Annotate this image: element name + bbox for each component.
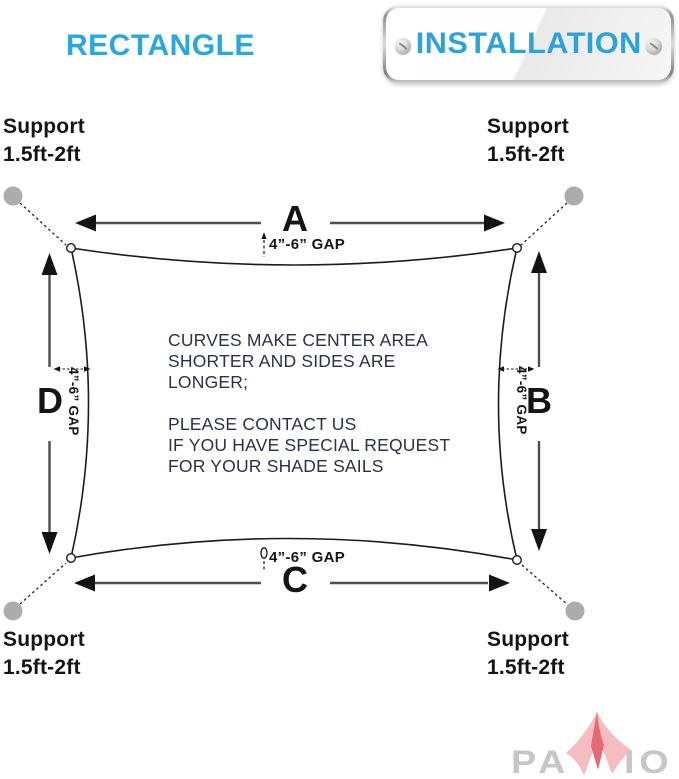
dimension-label-c: C xyxy=(282,559,308,600)
support-label-top-right xyxy=(487,113,569,169)
support-post-bottom-left xyxy=(4,602,23,621)
support-post-bottom-right xyxy=(566,602,585,621)
support-label-top-left xyxy=(3,113,85,169)
brand-logo xyxy=(508,700,679,779)
grommet-bottom-right-icon xyxy=(513,556,522,565)
grommet-top-right-icon xyxy=(513,244,522,253)
support-post-top-right xyxy=(565,187,584,206)
note-line-4: PLEASE CONTACT US xyxy=(168,414,357,434)
dimension-label-a: A xyxy=(282,198,308,239)
note-line-5: IF YOU HAVE SPECIAL REQUEST xyxy=(168,435,451,455)
support-name: Support xyxy=(3,115,85,138)
note-spacer xyxy=(168,393,498,414)
gap-label-right: 4”-6” GAP xyxy=(514,366,529,435)
dimension-label-b: B xyxy=(526,380,552,421)
anchor-line-top-left xyxy=(20,203,66,245)
support-post-top-left xyxy=(4,187,23,206)
support-height: 1.5ft-2ft xyxy=(487,656,565,679)
anchor-line-top-right xyxy=(521,203,567,245)
shape-title: RECTANGLE xyxy=(66,29,255,62)
support-height: 1.5ft-2ft xyxy=(3,656,81,679)
support-name: Support xyxy=(3,628,85,651)
logo-text-io: IO xyxy=(624,744,674,779)
anchor-line-bottom-left xyxy=(20,563,66,604)
gap-marker-top xyxy=(262,232,267,257)
support-height: 1.5ft-2ft xyxy=(3,143,81,166)
badge-label: INSTALLATION xyxy=(415,27,642,60)
gap-label-left: 4”-6” GAP xyxy=(66,367,81,436)
logo-text-pa: PA xyxy=(511,744,571,779)
support-label-bottom-left xyxy=(3,626,85,682)
gap-label-bottom: 4”-6” GAP xyxy=(269,549,346,566)
sail-note xyxy=(168,330,498,477)
gap-marker-bottom xyxy=(261,548,267,572)
support-label-bottom-right xyxy=(487,626,569,682)
gap-label-top: 4”-6” GAP xyxy=(269,236,346,253)
note-line-1: CURVES MAKE CENTER AREA xyxy=(168,330,429,350)
note-line-2: SHORTER AND SIDES ARE xyxy=(168,351,396,371)
grommet-bottom-left-icon xyxy=(67,554,76,563)
grommet-top-left-icon xyxy=(67,244,76,253)
note-line-6: FOR YOUR SHADE SAILS xyxy=(168,456,384,476)
support-height: 1.5ft-2ft xyxy=(487,143,565,166)
note-line-3: LONGER; xyxy=(168,372,249,392)
dimension-label-d: D xyxy=(37,380,63,421)
support-name: Support xyxy=(487,115,569,138)
anchor-line-bottom-right xyxy=(522,565,568,605)
support-name: Support xyxy=(487,628,569,651)
